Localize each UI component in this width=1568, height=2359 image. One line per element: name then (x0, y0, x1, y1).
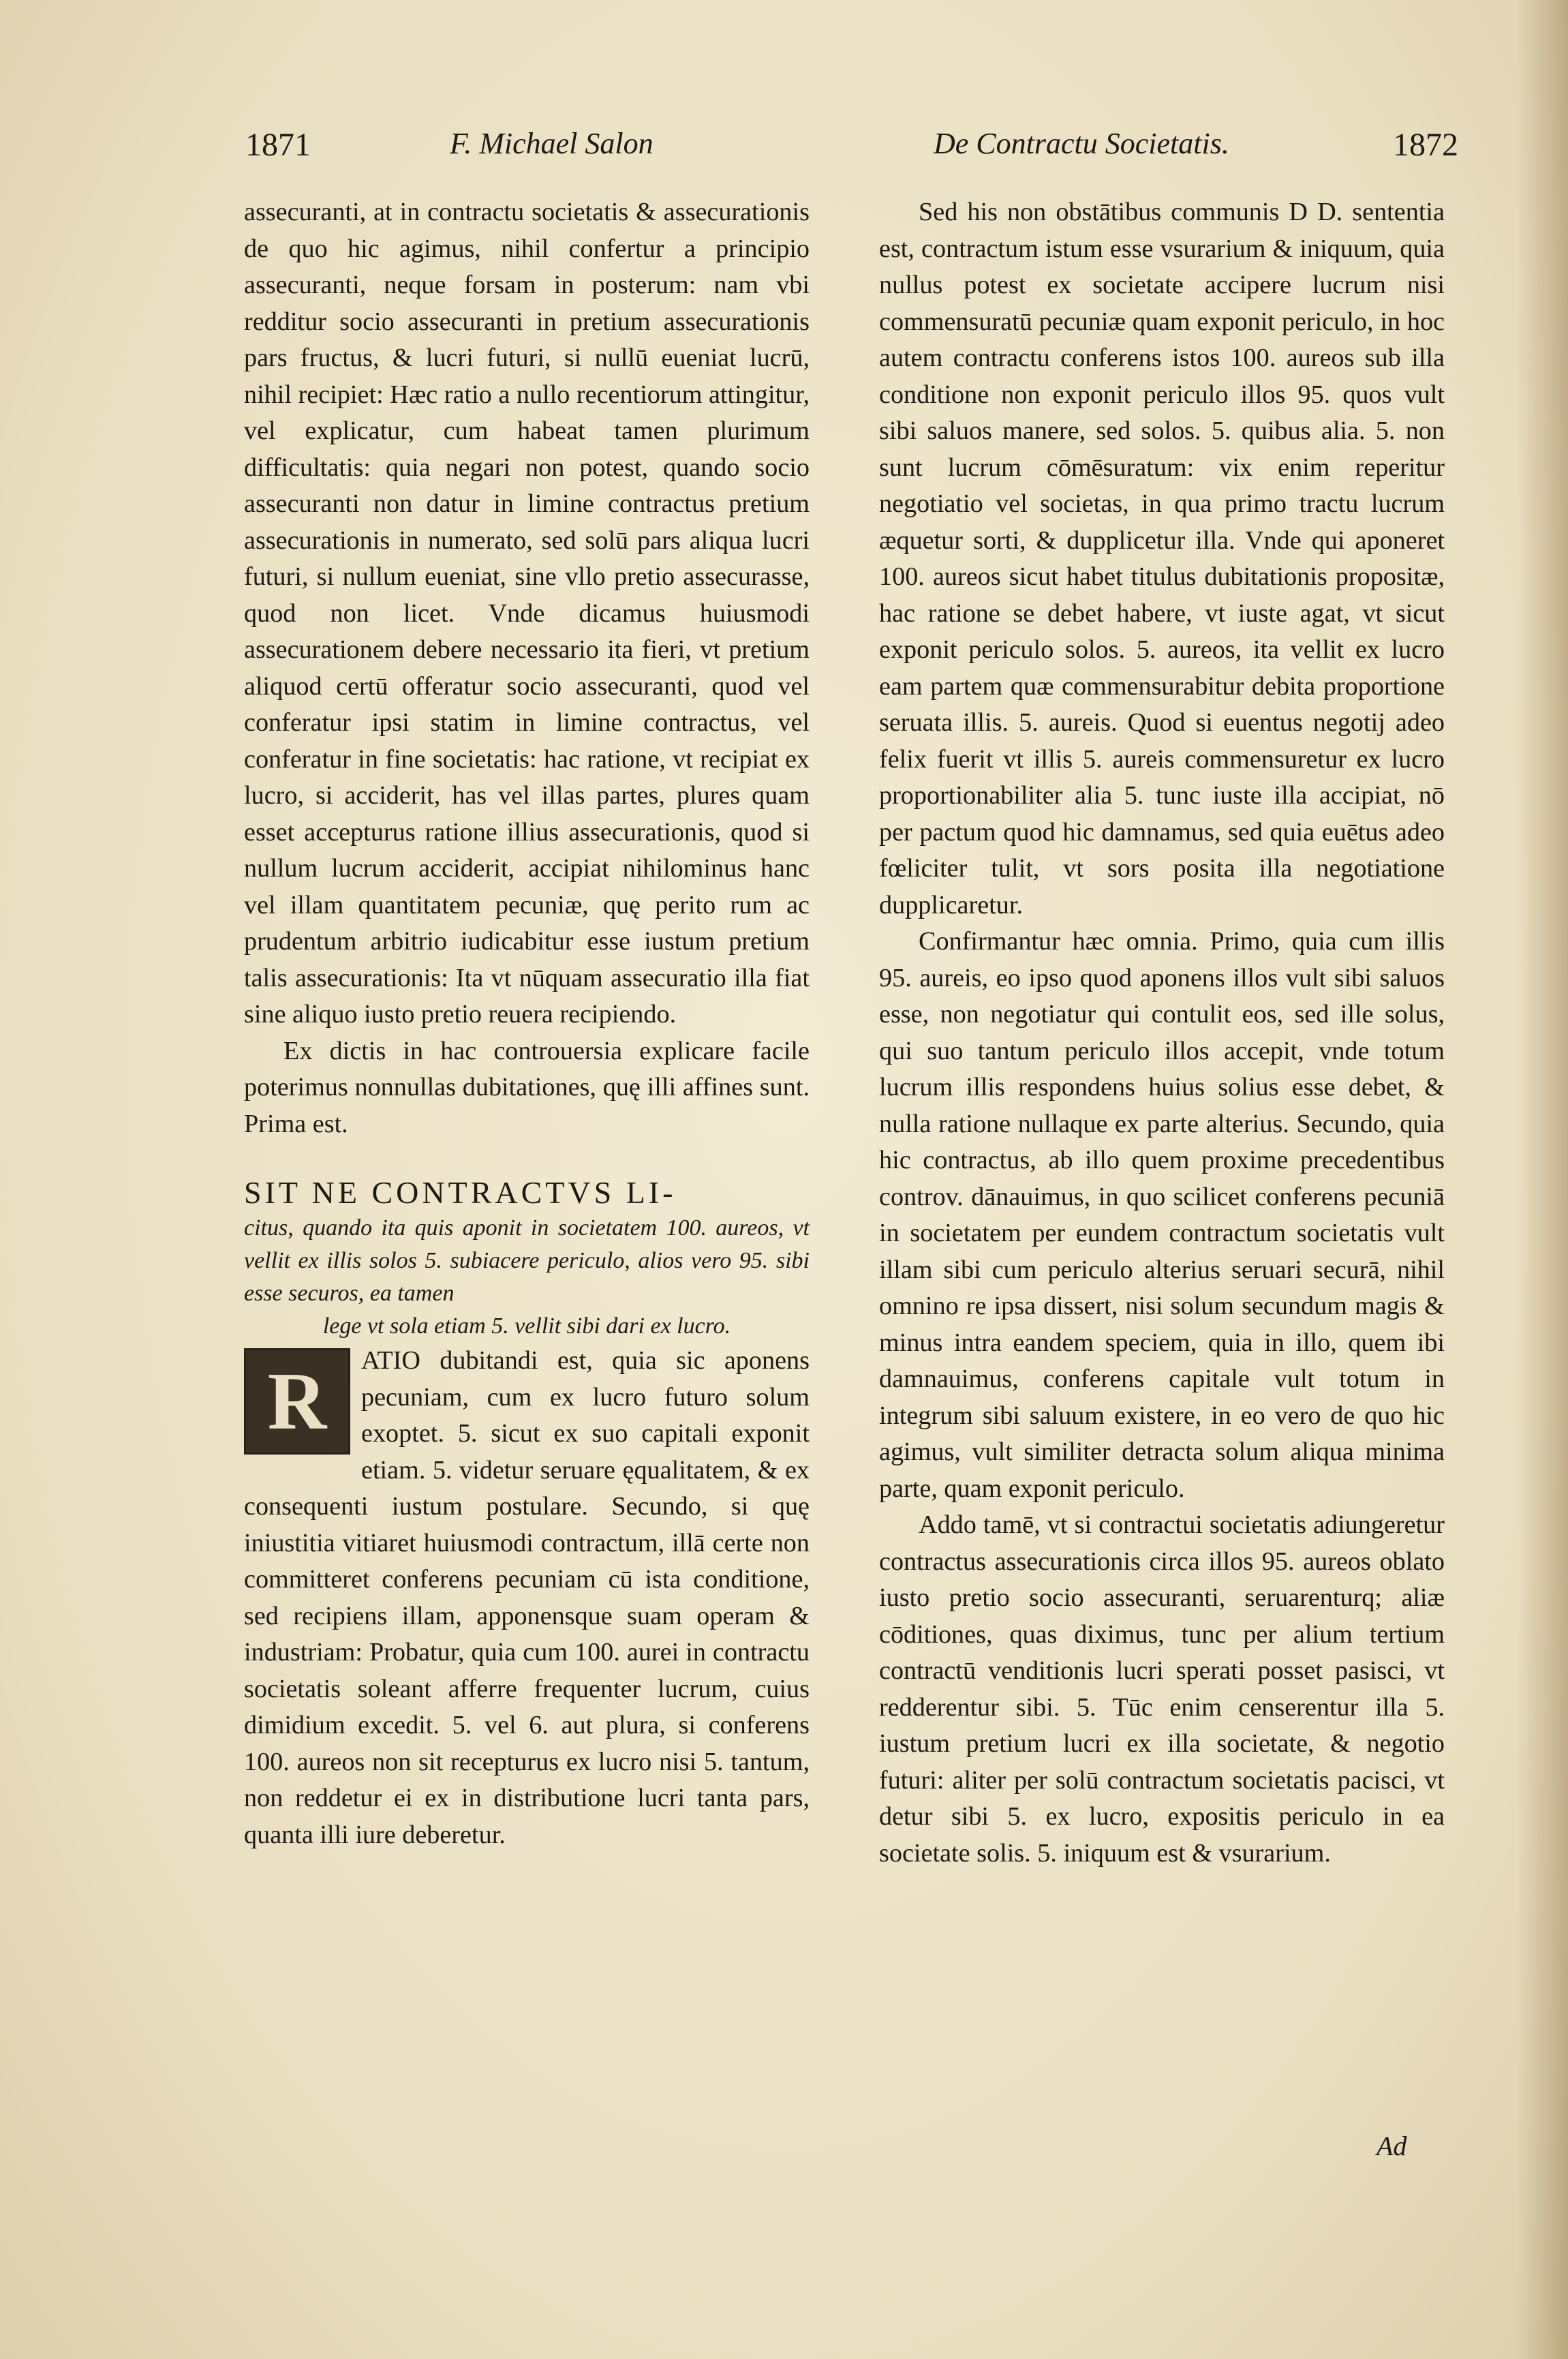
decorated-initial: R (244, 1348, 350, 1455)
left-paragraph-1: assecuranti, at in contractu societatis & assecurationis de quo hic agimus, nihil confertur a principio assecuranti, neque forsam in posterum: nam vbi redditur socio assecuranti in pretium assecurationis pars fructus, & lucri futuri, si nullū eueniat lucrū, nihil recipiet: Hæc ratio a nullo recentiorum attingitur, vel explicatur, cum habeat tamen plurimum difficultatis: quia negari non potest, quando socio assecuranti non datur in limine contractus pretium assecurationis in numerato, sed solū pars aliqua lucri futuri, si nullum eueniat, sine vllo pretio assecurasse, quod non licet. Vnde dicamus huiusmodi assecurationem debere necessario ita fieri, vt pretium aliquod certū offeratur socio assecuranti, quod vel conferatur ipsi statim in limine contractus, vel conferatur in fine societatis: hac ratione, vt recipiat ex lucro, si acciderit, has vel illas partes, plures quam esset accepturus ratione illius assecurationis, quod si nullum lucrum acciderit, accipiat nihilominus hanc vel illam quantitatem pecuniæ, quę perito rum ac prudentum arbitrio iudicabitur esse iustum pretium talis assecurationis: Ita vt nūquam assecuratio illa fiat sine aliquo iusto pretio reuera recipiendo. (244, 198, 810, 1029)
section-title: SIT NE CONTRACTVS LI- (244, 1175, 677, 1210)
right-page-number: 1872 (1393, 127, 1458, 163)
left-paragraph-3-text: ATIO dubitandi est, quia sic aponens pecuniam, cum ex lucro futuro solum exoptet. 5. sicut ex suo capitali exponit etiam. 5. videtur seruare ęqualitatem, & ex consequenti iustum postulare. Secundo, si quę iniustitia vitiaret huiusmodi contractum, illā certe non committeret conferens pecuniam cū ista conditione, sed recipiens illam, apponensque suam operam & industriam: Probatur, quia cum 100. aurei in contractu societatis soleant afferre frequenter lucrum, cuius dimidium excedit. 5. vel 6. aut plura, si conferens 100. aureos non sit recepturus ex lucro nisi 5. tantum, non reddetur ei ex in distributione lucri tanta pars, quanta illi iure deberetur. (244, 1346, 810, 1849)
page-edge-shadow (1517, 0, 1568, 2359)
section-subtitle-2: lege vt sola etiam 5. vellit sibi dari ex lucro. (322, 1313, 731, 1339)
left-paragraph-3 (244, 1343, 810, 1853)
author-heading: F. Michael Salon (450, 127, 654, 160)
running-header (245, 126, 1458, 181)
section-subtitle-1: citus, quando ita quis aponit in societatem 100. aureos, vt vellit ex illis solos 5. subiacere periculo, alios vero 95. sibi esse securos, ea tamen (244, 1215, 810, 1306)
right-running-title: De Contractu Societatis. (934, 127, 1229, 160)
left-paragraph-2: Ex dictis in hac controuersia explicare facile poterimus nonnullas dubitationes, quę illi affines sunt. Prima est. (244, 1036, 810, 1138)
section-heading (244, 1174, 810, 1343)
right-paragraph-2: Confirmantur hæc omnia. Primo, quia cum illis 95. aureis, eo ipso quod aponens illos vult sibi saluos esse, non negotiatur qui contulit eos, sed ille solus, qui suo tantum periculo illos accepit, vnde totum lucrum illis respondens huius solius esse debet, & nulla ratione nullaque ex parte alterius. Secundo, quia hic contractus, ab illo quem proxime precedentibus controv. dānauimus, in quo scilicet conferens pecuniā in societatem per eundem contractum societatis vult illam sibi cum periculo alterius seruari securā, nihil omnino re ipsa dissert, nisi solum secundum magis & minus intra eandem speciem, quia in illo, quem ibi damnauimus, conferens capitale vult totum in integrum sibi saluum existere, in eo vero de quo hic agimus, vult similiter detracta solum aliqua minima parte, quam exponit periculo. (879, 927, 1445, 1503)
left-column (244, 194, 810, 1853)
catchword: Ad (1377, 2131, 1407, 2161)
right-column (879, 194, 1445, 1872)
right-paragraph-3: Addo tamē, vt si contractui societatis adiungeretur contractus assecurationis circa illos 95. aureos oblato iusto pretio socio assecuranti, seruarenturq; aliæ cōditiones, quas diximus, tunc per alium tertium contractū venditionis lucri sperati posset pasisci, vt redderentur sibi. 5. Tūc enim censerentur illa 5. iustum pretium lucri ex illa societate, & negotio futuri: aliter per solū contractum societatis pacisci, vt detur sibi 5. ex lucro, expositis periculo in ea societate solis. 5. iniquum est & vsurarium. (879, 1510, 1445, 1868)
left-page-number: 1871 (245, 127, 311, 163)
right-paragraph-1: Sed his non obstātibus communis D D. sententia est, contractum istum esse vsurarium & iniquum, quia nullus potest ex societate accipere lucrum nisi commensuratū pecuniæ quam exponit periculo, in hoc autem contractu conferens istos 100. aureos sub illa conditione non exponit periculo illos 95. quos vult sibi saluos manere, sed solos. 5. quibus alia. 5. non sunt lucrum cōmēsuratum: vix enim reperitur negotiatio vel societas, in qua primo tractu lucrum æquetur sorti, & dupplicetur illa. Vnde qui aponeret 100. aureos sicut habet titulus dubitationis propositæ, hac ratione se debet habere, vt iuste agat, vt sicut exponit periculo solos. 5. aureos, ita vellit ex lucro eam partem quæ commensurabitur debita proportione seruata illis. 5. aureis. Quod si euentus negotij adeo felix fuerit vt illis 5. aureis commensuretur ex lucro proportionabiliter alia 5. tunc iuste illa accipiat, nō per pactum quod hic damnamus, sed quia euētus adeo fœliciter tulit, vt sors posita illa negotiatione dupplicaretur. (879, 198, 1445, 919)
